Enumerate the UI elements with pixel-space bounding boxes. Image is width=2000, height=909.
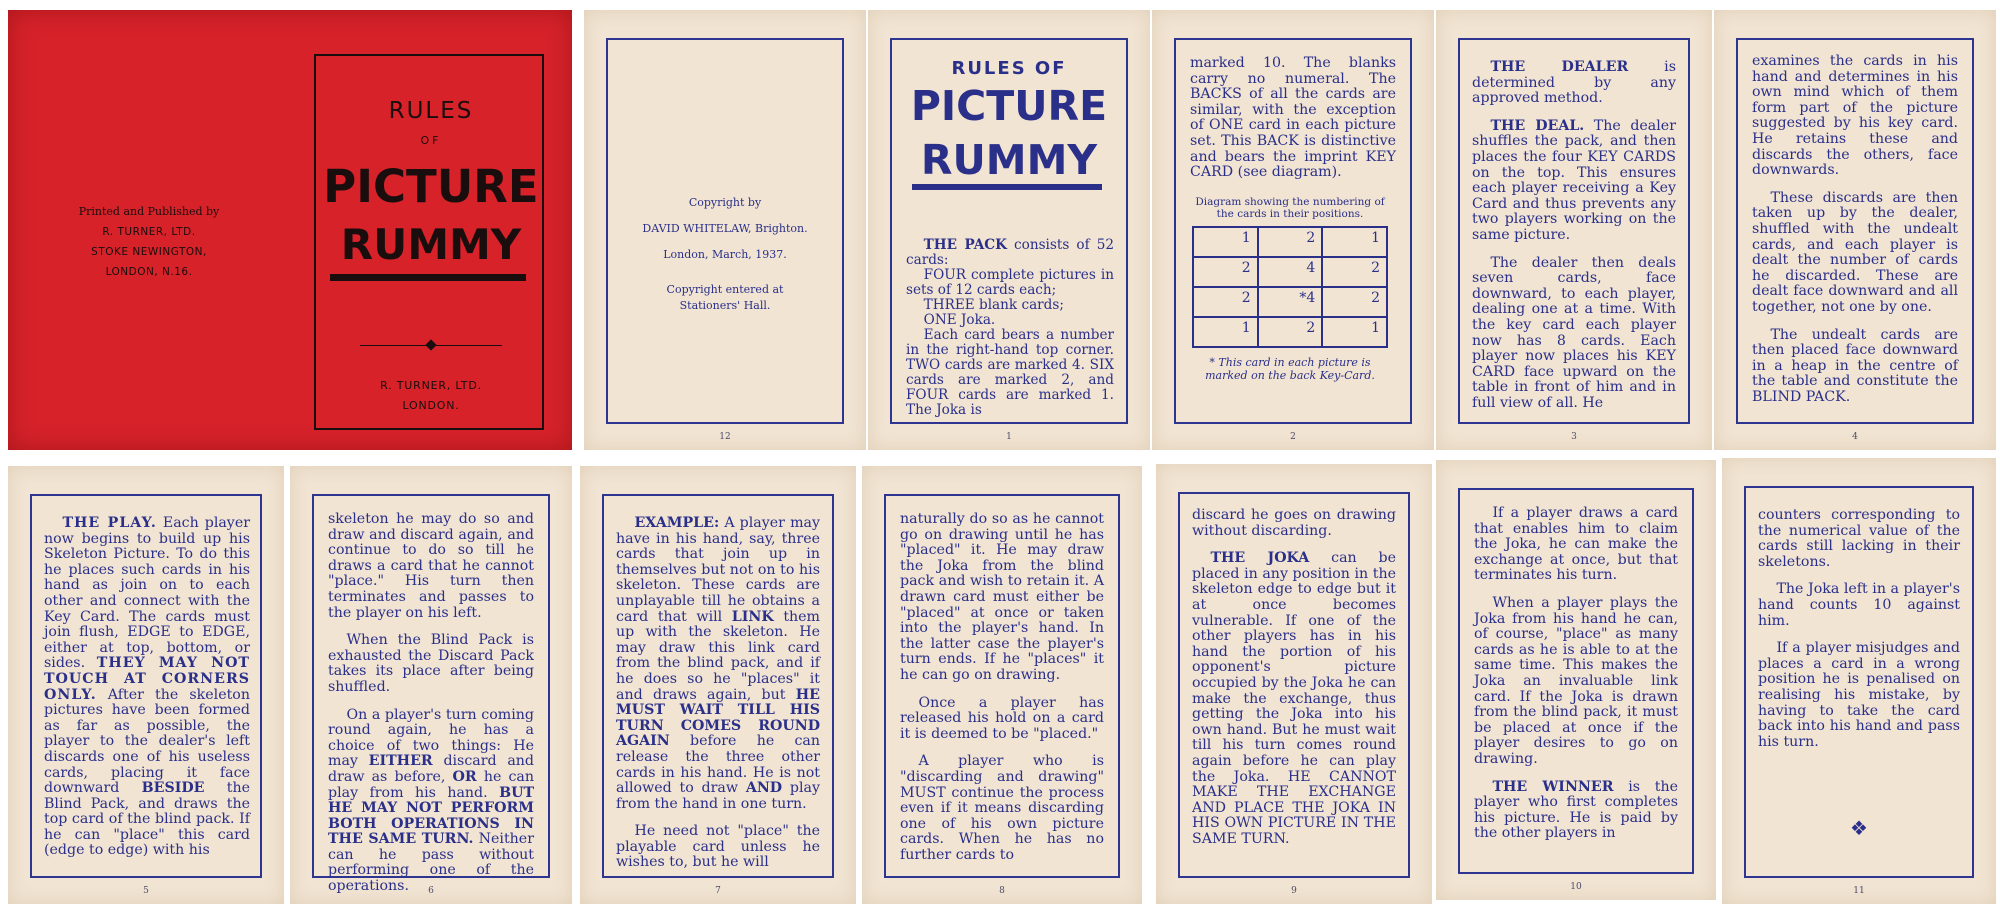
page-number: 4 <box>1852 432 1858 442</box>
text: The Joka left in a player's hand counts 10 against him. <box>1758 581 1960 629</box>
grid-cell: 2 <box>1322 257 1387 287</box>
emphasis: HE MUST WAIT TILL HIS TURN COMES ROUND AGAIN <box>616 686 820 750</box>
back-cover <box>8 10 290 450</box>
ornament-icon: ❖ <box>1850 816 1868 840</box>
cover-title-rummy: RUMMY <box>340 220 522 269</box>
page-text <box>616 516 820 883</box>
text: The dealer shuffles the pack, and then places the four KEY CARDS on the top. This ensures each player receiving a Key Card and thus prevents any two players working on the same picture. <box>1472 117 1676 243</box>
page-2 <box>1152 10 1434 450</box>
text: them up with the skeleton. He may draw this link card from the blind pack, and if he does so he "places" it and draws again, but <box>616 608 821 703</box>
title-underline <box>912 184 1102 190</box>
card-diagram <box>1192 196 1388 382</box>
emphasis: AND <box>745 780 783 797</box>
grid-cell: 1 <box>1322 317 1387 347</box>
text: discard he goes on drawing without discarding. <box>1192 507 1396 539</box>
text: On a player's turn coming round again, he has a choice of two things: He may <box>328 706 534 770</box>
copyright-line: Copyright entered at <box>666 283 784 296</box>
text: The dealer then deals seven cards, face downward, to each player, dealing one at a time. With the key card each player now has 8 cards. Each player now places his KEY CARD face upward on the table in front of him and in full view of all. He <box>1472 254 1676 411</box>
page-number: 1 <box>1006 432 1012 442</box>
page-9 <box>1156 464 1432 904</box>
page-number: 3 <box>1571 432 1577 442</box>
text: These discards are then taken up by the dealer, shuffled with the undealt cards, and each player is dealt the number of cards he discarded. These are dealt face downward and all together, not one by one. <box>1752 189 1958 315</box>
page-7 <box>580 466 856 904</box>
copyright-line: DAVID WHITELAW, Brighton. <box>642 222 808 235</box>
page-text <box>44 516 250 871</box>
cover-publisher-line: LONDON. <box>402 399 460 412</box>
page-11 <box>1722 458 1996 904</box>
section-heading: THE DEAL. <box>1490 117 1585 134</box>
page-text <box>328 512 534 907</box>
text: can be placed in any position in the skeleton edge to edge but it at once becomes vulnerable. If one of the other players has in his hand the portion of his opponent's picture occupied by the Joka he can make the exchange, thus getting the Joka into his own hand. But he must wait till his turn comes round again before he can play the Joka. <box>1192 550 1396 785</box>
publisher-line: Printed and Published by <box>78 205 220 218</box>
publisher-line: LONDON, N.16. <box>105 266 193 278</box>
text: When a player plays the Joka from his hand he can, of course, "place" as many cards as he is able to at the same time. This makes the Joka an invaluable link card. If the Joka is drawn from the blind pack, it must be placed at once if the player desires to go on drawing. <box>1474 594 1678 767</box>
text: skeleton he may do so and draw and discard again, and continue to do so till he draws a card that he cannot "place." His turn then terminates and passes to the player on his left. <box>328 511 534 621</box>
text: If a player misjudges and places a card in a wrong position he is penalised on realising his mistake, by having to take the card back into his hand and pass his turn. <box>1758 640 1960 750</box>
grid-cell: 2 <box>1258 317 1323 347</box>
diagram-title: Diagram showing the numbering of the cards in their positions. <box>1195 196 1385 220</box>
title-rummy: RUMMY <box>920 136 1098 184</box>
text: A player who is "discarding and drawing" MUST continue the process even if it means discarding one of his own picture cards. When he has no further cards to <box>900 753 1104 863</box>
page-1 <box>868 10 1150 450</box>
page-text <box>1758 508 1960 762</box>
text: When the Blind Pack is exhausted the Discard Pack takes its place after being shuffled. <box>328 632 534 695</box>
cover-underline <box>330 274 526 281</box>
text: After the skeleton pictures have been formed as far as possible, the player to the dealer's left discards one of his useless cards, placing it face downward <box>44 686 250 797</box>
section-heading: THE JOKA <box>1210 550 1310 567</box>
page-number: 6 <box>428 886 434 896</box>
page-number: 8 <box>999 886 1005 896</box>
page-3 <box>1436 10 1712 450</box>
title-rules-of: RULES OF <box>951 58 1067 79</box>
emphasis: LINK <box>731 608 774 625</box>
publisher-line: STOKE NEWINGTON, <box>91 246 207 258</box>
page-text <box>900 512 1104 875</box>
emphasis: HE CANNOT MAKE THE EXCHANGE AND PLACE THE JOKA IN HIS OWN PICTURE IN THE SAME TURN. <box>1192 768 1396 847</box>
section-heading: EXAMPLE: <box>634 515 720 531</box>
section-heading: THE WINNER <box>1492 778 1614 795</box>
page-number: 10 <box>1570 882 1582 892</box>
text: he can play from his hand. <box>328 768 535 801</box>
text: Each card bears a number in the right-hand top corner. TWO cards are marked 4. SIX cards are marked 2, and FOUR cards are marked 1. The Joka is <box>906 327 1114 418</box>
page-number: 11 <box>1853 886 1865 896</box>
text: THREE blank cards; <box>923 297 1064 313</box>
text: Neither can he pass without performing one of the operations. <box>328 831 534 895</box>
page-12 <box>584 10 866 450</box>
page-text <box>1752 54 1958 417</box>
page-8 <box>862 466 1142 904</box>
text: is determined by any approved method. <box>1472 59 1676 107</box>
text: marked 10. The blanks carry no numeral. The BACKS of all the cards are similar, with the exception of ONE card in each picture set. This BACK is distinctive and bears the imprint KEY CARD (see diagram). <box>1190 55 1396 181</box>
text: FOUR complete pictures in sets of 12 cards each; <box>906 267 1114 298</box>
page-number: 2 <box>1290 432 1296 442</box>
copyright-line: Copyright by <box>688 196 762 209</box>
grid-cell: *4 <box>1258 287 1323 317</box>
page-text <box>1192 508 1396 859</box>
section-heading: THE PLAY. <box>62 515 157 531</box>
text: consists of 52 cards: <box>906 237 1115 268</box>
grid-cell: 2 <box>1258 227 1323 257</box>
section-heading: THE PACK <box>923 237 1007 253</box>
publisher-imprint <box>8 202 290 282</box>
text: before he can release the three other cards in his hand. He is not allowed to draw <box>616 733 821 797</box>
page-text <box>1474 506 1678 854</box>
publisher-line: R. TURNER, LTD. <box>102 226 196 238</box>
emphasis: THEY MAY NOT TOUCH AT CORNERS ONLY. <box>44 655 250 703</box>
text: naturally do so as he cannot go on drawing until he has "placed" it. He may draw the Joka from the blind pack and wish to retain it. A drawn card must either be "placed" at once or taken into the player's hand. In the latter case the player's turn ends. If he "places" it he can go on drawing. <box>900 511 1104 683</box>
emphasis: BUT HE MAY NOT PERFORM BOTH OPERATIONS IN THE SAME TURN. <box>328 784 534 848</box>
text: A player may have in his hand, say, three cards that join up in themselves but not on to his skeleton. These cards are unplayable till he obtains a card that will <box>616 515 820 625</box>
copyright-line: London, March, 1937. <box>663 248 787 261</box>
page-5 <box>8 466 284 904</box>
copyright-line: Stationers' Hall. <box>679 299 771 312</box>
title-picture: PICTURE <box>910 82 1108 130</box>
page-4 <box>1714 10 1996 450</box>
cover-title-picture: PICTURE <box>323 160 539 213</box>
front-cover <box>290 10 572 450</box>
page-number: 7 <box>715 886 721 896</box>
grid-cell: 1 <box>1193 227 1258 257</box>
emphasis: BESIDE <box>141 780 205 797</box>
emphasis: EITHER <box>368 753 433 770</box>
text: Once a player has released his hold on a card it is deemed to be "placed." <box>900 694 1104 742</box>
cover-title-of: OF <box>420 134 442 147</box>
cover-publisher-line: R. TURNER, LTD. <box>380 379 482 392</box>
diagram-grid <box>1192 226 1388 348</box>
section-heading: THE DEALER <box>1490 59 1629 75</box>
page-text <box>1190 56 1396 193</box>
text: is the player who first completes his picture. He is paid by the other players in <box>1474 778 1678 842</box>
text: the Blind Pack, and draws the top card of the blind pack. If he can "place" this card (edge to edge) with his <box>44 780 250 859</box>
grid-cell: 2 <box>1322 287 1387 317</box>
page-number: 5 <box>143 886 149 896</box>
copyright-block <box>606 190 844 314</box>
grid-cell: 1 <box>1322 227 1387 257</box>
text: examines the cards in his hand and determines in his own mind which of them form part of the picture suggested by his key card. He retains these and discards the others, face downwards. <box>1752 53 1958 179</box>
grid-cell: 2 <box>1193 287 1258 317</box>
page-10 <box>1436 460 1716 900</box>
text: ONE Joka. <box>923 312 996 328</box>
cover-publisher <box>290 376 572 416</box>
text: play from the hand in one turn. <box>616 780 821 812</box>
page-6 <box>290 466 572 904</box>
page-number: 9 <box>1291 886 1297 896</box>
cover-title-rules: RULES <box>388 98 474 124</box>
grid-cell: 4 <box>1258 257 1323 287</box>
text: counters corresponding to the numerical value of the cards still lacking in their skeletons. <box>1758 507 1960 570</box>
text: If a player draws a card that enables him to claim the Joka, he can make the exchange at once, but that terminates his turn. <box>1474 505 1678 584</box>
page-text <box>1472 60 1676 423</box>
page-text <box>906 238 1114 418</box>
diagram-note: * This card in each picture is marked on the back Key-Card. <box>1205 356 1375 382</box>
grid-cell: 1 <box>1193 317 1258 347</box>
emphasis: OR <box>452 768 477 785</box>
text: The undealt cards are then placed face downward in a heap in the centre of the table and constitute the BLIND PACK. <box>1752 326 1958 405</box>
text: Each player now begins to build up his Skeleton Picture. To do this he places such cards in his hand as join on to each other and connect with the Key Card. The cards must join flush, EDGE to EDGE, either at top, bottom, or sides. <box>44 515 251 672</box>
text: discard and draw as before, <box>328 753 535 785</box>
grid-cell: 2 <box>1193 257 1258 287</box>
page-number: 12 <box>719 432 731 442</box>
text: He need not "place" the playable card unless he wishes to, but he will <box>616 823 820 871</box>
